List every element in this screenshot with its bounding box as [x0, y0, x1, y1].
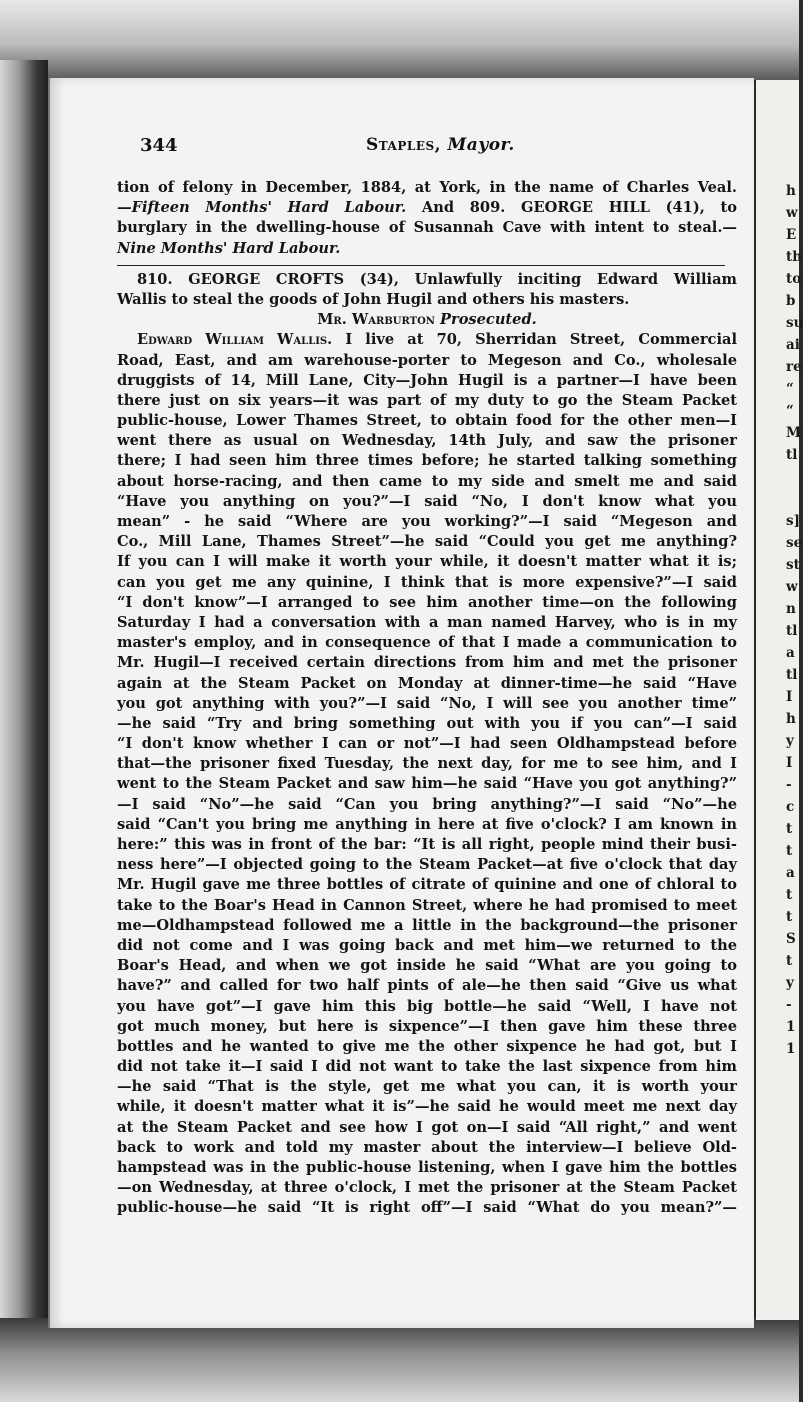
text-line: “Have you anything on you?”—I said “No, I don't know what you — [117, 492, 737, 510]
text-line: Mr. Warburton Prosecuted. — [317, 311, 537, 329]
facing-page-fragment: - — [786, 997, 792, 1013]
text-line: that—the prisoner fixed Tuesday, the next day, for me to see him, and I — [117, 755, 737, 773]
facing-page-fragment: t — [786, 821, 793, 837]
text-line: have?” and called for two half pints of ale—he then said “Give us what — [117, 977, 737, 995]
text-line: tion of felony in December, 1884, at York, in the name of Charles Veal. — [117, 179, 737, 196]
facing-page-fragment: su — [786, 315, 803, 331]
text-line: Nine Months' Hard Labour. — [117, 239, 341, 257]
text-line: Wallis to steal the goods of John Hugil and others his masters. — [117, 290, 630, 308]
text-line: can you get me any quinine, I think that is more expensive?”—I said — [117, 573, 737, 591]
text-line: you got anything with you?”—I said “No, I will see you another time” — [117, 694, 737, 712]
running-head-title: Mayor. — [447, 135, 515, 155]
facing-page-fragment: I — [786, 689, 793, 705]
text-line: while, it doesn't matter what it is”—he said he would meet me next day — [117, 1098, 737, 1116]
text-line: Saturday I had a conversation with a man named Harvey, who is in my — [117, 613, 737, 631]
text-line: there; I had seen him three times before; he started talking something — [117, 452, 737, 470]
text-line: said “Can't you bring me anything in here at five o'clock? I am known in — [117, 815, 737, 833]
facing-page-fragment: st — [786, 557, 800, 573]
text-line: hampstead was in the public-house listening, when I gave him the bottles — [117, 1159, 737, 1176]
text-line: Co., Mill Lane, Thames Street”—he said “Could you get me anything? — [117, 533, 737, 551]
text-line: ness here”—I objected going to the Steam Packet—at five o'clock that day — [117, 856, 737, 874]
text-line: mean” - he said “Where are you working?”—I said “Megeson and — [117, 513, 737, 530]
facing-page-fragment: E — [786, 227, 797, 243]
text-line: “I don't know whether I can or not”—I had seen Oldhampstead before — [117, 735, 737, 753]
text-line: back to work and told my master about the interview—I believe Old- — [117, 1138, 737, 1156]
facing-page-fragment: t — [786, 843, 793, 859]
facing-page-fragment: “ — [786, 403, 794, 419]
book-spine-shadow — [0, 60, 48, 1402]
text-line: went to the Steam Packet and saw him—he said “Have you got anything?” — [117, 775, 737, 793]
facing-page-fragment: 1 — [786, 1041, 796, 1057]
facing-page-fragment: M — [786, 425, 801, 441]
text-line: about horse-racing, and then came to my side and smelt me and said — [117, 472, 737, 490]
facing-page-fragment: c — [786, 799, 795, 815]
text-line: went there as usual on Wednesday, 14th July, and saw the prisoner — [117, 432, 737, 450]
text-line: Mr. Hugil—I received certain directions from him and met the prisoner — [117, 654, 737, 672]
text-line: Road, East, and am warehouse-porter to Megeson and Co., wholesale — [117, 351, 737, 369]
text-line: here:” this was in front of the bar: “It is all right, people mind their busi- — [117, 836, 737, 853]
facing-page-fragment: I — [786, 755, 793, 771]
facing-page-fragment: y — [786, 733, 794, 749]
text-line: did not take it—I said I did not want to take the last sixpence from him — [117, 1058, 737, 1076]
running-head — [366, 135, 515, 155]
running-head-name: Staples, — [366, 135, 442, 155]
text-line: —Fifteen Months' Hard Labour. And 809. GEORGE HILL (41), to — [117, 199, 737, 217]
facing-page-fragment: w — [786, 579, 798, 595]
text-line: If you can I will make it worth your while, it doesn't matter what it is; — [117, 553, 737, 571]
text-line: there just on six years—it was part of my duty to go the Steam Packet — [117, 391, 737, 409]
facing-page-fragment: - — [786, 777, 792, 793]
facing-page-fragment: a — [786, 645, 795, 661]
text-line: —he said “That is the style, get me what you can, it is worth your — [117, 1078, 737, 1096]
text-line: —he said “Try and bring something out with you if you can”—I said — [117, 714, 737, 732]
facing-page-fragment: y — [786, 975, 794, 991]
facing-page-fragment — [756, 488, 799, 510]
facing-page-fragment: se — [786, 535, 803, 551]
page-number: 344 — [140, 135, 178, 156]
facing-page-fragment: S — [786, 931, 796, 947]
section-rule — [117, 265, 725, 266]
text-line: you have got”—I gave him this big bottle—he said “Well, I have not — [117, 997, 737, 1015]
text-line: druggists of 14, Mill Lane, City—John Hugil is a partner—I have been — [117, 371, 737, 389]
facing-page-fragment: a — [786, 865, 795, 881]
text-line: —I said “No”—he said “Can you bring anything?”—I said “No”—he — [117, 795, 737, 813]
facing-page-fragment: re — [786, 359, 802, 375]
facing-page-fragment: th — [786, 249, 803, 265]
scan-border-bottom — [0, 1318, 799, 1402]
facing-page-fragment: tl — [786, 447, 798, 463]
text-line: 810. GEORGE CROFTS (34), Unlawfully inciting Edward William — [137, 270, 737, 288]
facing-page-fragment: 1 — [786, 1019, 796, 1035]
text-line: Mr. Hugil gave me three bottles of citrate of quinine and one of chloral to — [117, 876, 737, 894]
text-line: take to the Boar's Head in Cannon Street, where he had promised to meet — [117, 896, 737, 914]
text-line: burglary in the dwelling-house of Susannah Cave with intent to steal.— — [117, 219, 737, 237]
facing-page-fragment: t — [786, 887, 793, 903]
text-line: Boar's Head, and when we got inside he said “What are you going to — [117, 957, 737, 975]
facing-page-fragment: to — [786, 271, 802, 287]
facing-page-fragment: ai — [786, 337, 800, 353]
text-line: got much money, but here is sixpence”—I then gave him these three — [117, 1017, 737, 1035]
text-line: me—Oldhampstead followed me a little in the background—the prisoner — [117, 916, 737, 934]
facing-page-fragment: h — [786, 711, 796, 727]
facing-page-fragment — [756, 466, 799, 488]
text-line: did not come and I was going back and met him—we returned to the — [117, 936, 737, 954]
page-header — [140, 135, 730, 161]
facing-page-fragment: t — [786, 909, 793, 925]
facing-page-fragment: t — [786, 953, 793, 969]
text-line: at the Steam Packet and see how I got on—I said “All right,” and went — [117, 1118, 737, 1136]
text-line: public-house, Lower Thames Street, to obtain food for the other men—I — [117, 412, 737, 430]
facing-page-fragment: tl — [786, 667, 798, 683]
facing-page-fragment: h — [786, 183, 796, 199]
facing-page-fragment: s] — [786, 513, 800, 529]
text-line: public-house—he said “It is right off”—I said “What do you mean?”— — [117, 1199, 737, 1217]
text-line: bottles and he wanted to give me the other sixpence he had got, but I — [117, 1037, 737, 1055]
text-line: “I don't know”—I arranged to see him another time—on the following — [117, 593, 737, 611]
facing-page-fragment: tl — [786, 623, 798, 639]
scan-border-top — [0, 0, 799, 80]
facing-page-fragment: n — [786, 601, 796, 617]
text-line: —on Wednesday, at three o'clock, I met the prisoner at the Steam Packet — [117, 1179, 737, 1197]
facing-page-edge — [756, 80, 803, 1320]
body-text — [117, 178, 737, 1219]
facing-page-fragment: b — [786, 293, 796, 309]
facing-page-fragment: w — [786, 205, 798, 221]
text-line: master's employ, and in consequence of that I made a communication to — [117, 634, 737, 652]
facing-page-fragment: “ — [786, 381, 794, 397]
text-line: again at the Steam Packet on Monday at dinner-time—he said “Have — [117, 674, 737, 692]
text-line: Edward William Wallis. I live at 70, Sherridan Street, Commercial — [137, 331, 737, 349]
